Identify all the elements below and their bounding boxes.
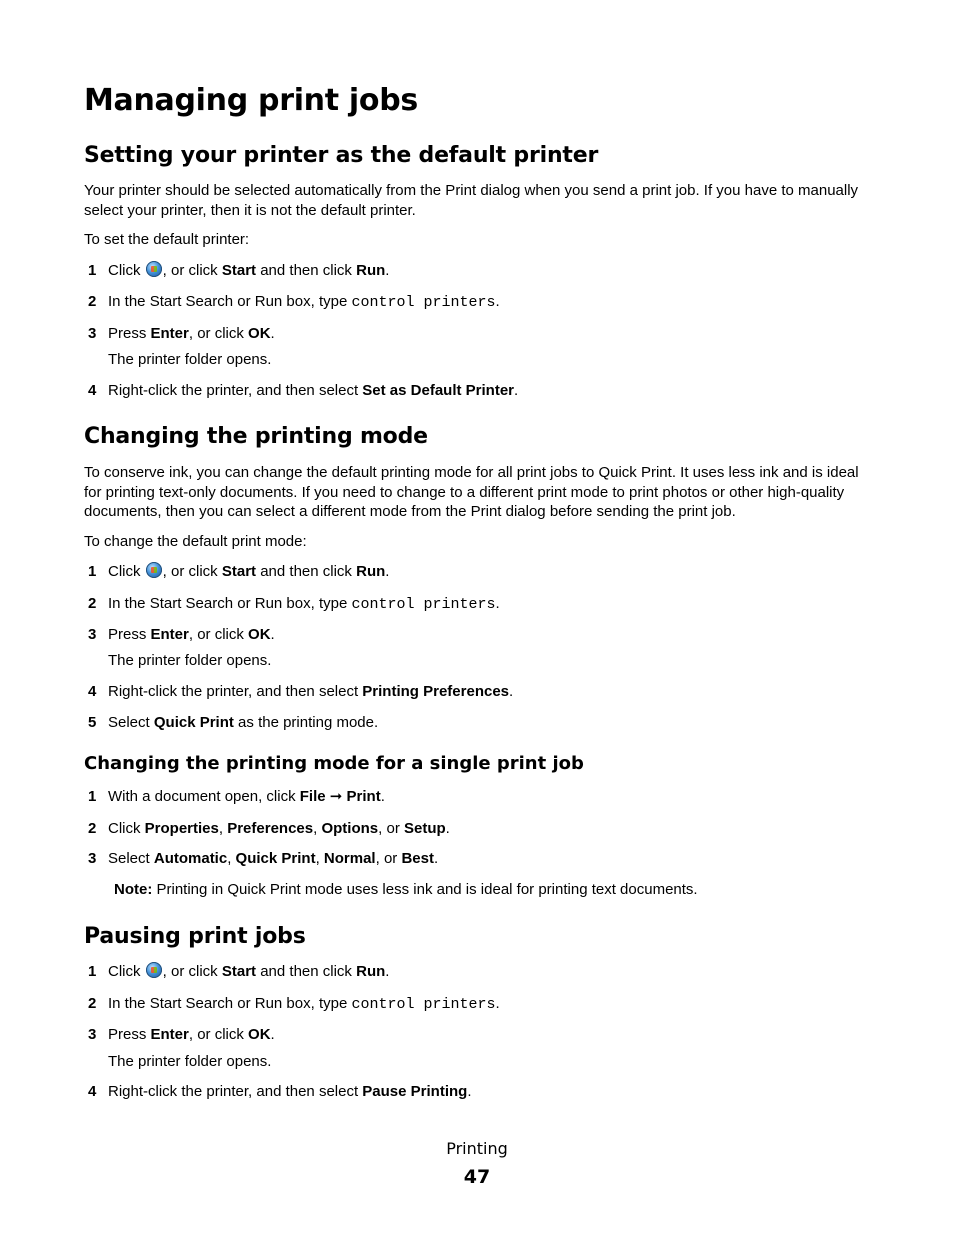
step-result: The printer folder opens.	[108, 652, 272, 669]
windows-start-icon	[146, 562, 162, 578]
command-text: control printers	[351, 294, 496, 311]
steps-lead: To change the default print mode:	[84, 533, 307, 550]
step-result: The printer folder opens.	[108, 351, 272, 368]
windows-start-icon	[146, 962, 162, 978]
menu-arrow: ➞	[325, 788, 347, 805]
page-title: Managing print jobs	[84, 83, 418, 118]
step-result: The printer folder opens.	[108, 1053, 272, 1070]
note-label: Note:	[114, 881, 153, 898]
note: Note: Printing in Quick Print mode uses less ink and is ideal for printing text documents.	[114, 881, 698, 898]
subsection-heading-single-job: Changing the printing mode for a single print job	[84, 753, 584, 774]
page-number: 47	[463, 1166, 491, 1188]
section-intro: To conserve ink, you can change the default printing mode for all print jobs to Quick Print. It uses less ink and is ideal for printing text-only documents. If you need to change to a different print mode to print photos or other high-quality documents, then you can select a different mode from the Print dialog before sending the print job.	[84, 464, 859, 520]
section-intro: Your printer should be selected automatically from the Print dialog when you send a print job. If you have to manually select your printer, then it is not the default printer.	[84, 182, 859, 219]
section-heading-pausing: Pausing print jobs	[84, 924, 306, 949]
command-text: control printers	[351, 596, 496, 613]
section-heading-default-printer: Setting your printer as the default printer	[84, 143, 599, 168]
windows-start-icon	[146, 261, 162, 277]
command-text: control printers	[351, 996, 496, 1013]
steps-lead: To set the default printer:	[84, 231, 250, 248]
section-heading-printing-mode: Changing the printing mode	[84, 424, 428, 449]
footer-section-name: Printing	[446, 1139, 508, 1158]
